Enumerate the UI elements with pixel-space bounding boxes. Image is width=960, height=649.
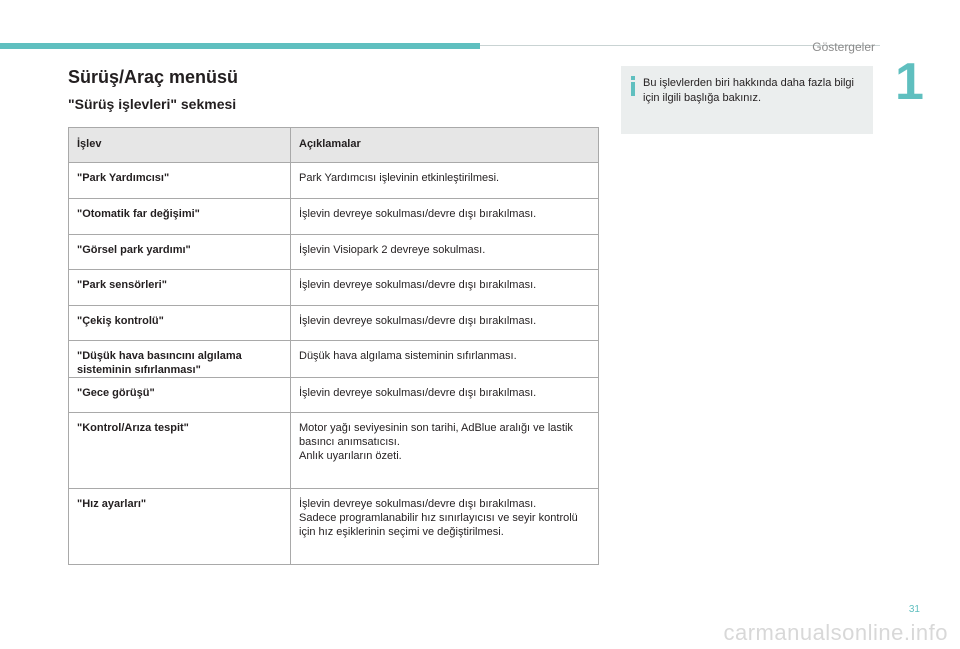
function-name: "Çekiş kontrolü" <box>69 306 291 341</box>
function-description: İşlevin devreye sokulması/devre dışı bırakılması. <box>291 270 599 306</box>
table-row <box>69 306 599 341</box>
function-description: İşlevin Visiopark 2 devreye sokulması. <box>291 235 599 270</box>
section-label: Göstergeler <box>812 40 875 54</box>
table-row <box>69 413 599 489</box>
section-subtitle: "Sürüş işlevleri" sekmesi <box>68 96 237 112</box>
chapter-number: 1 <box>895 53 924 111</box>
header-accent-bar <box>0 43 480 49</box>
function-name: "Otomatik far değişimi" <box>69 199 291 235</box>
table-row <box>69 378 599 413</box>
function-description: Park Yardımcısı işlevinin etkinleştirilmesi. <box>291 163 599 199</box>
function-description: Motor yağı seviyesinin son tarihi, AdBlue aralığı ve lastik basıncı anımsatıcısı. Anlık uyarıların özeti. <box>291 413 599 489</box>
function-name: "Gece görüşü" <box>69 378 291 413</box>
watermark: carmanualsonline.info <box>723 620 948 645</box>
table-row <box>69 163 599 199</box>
functions-table <box>68 127 599 565</box>
function-description: İşlevin devreye sokulması/devre dışı bırakılması. Sadece programlanabilir hız sınırlayıcısı ve seyir kontrolü için hız eşiklerinin seçimi ve değiştirilmesi. <box>291 489 599 565</box>
table-row <box>69 235 599 270</box>
function-name: "Hız ayarları" <box>69 489 291 565</box>
function-description: İşlevin devreye sokulması/devre dışı bırakılması. <box>291 378 599 413</box>
info-text: Bu işlevlerden biri hakkında daha fazla bilgi için ilgili başlığa bakınız. <box>643 77 854 104</box>
page-number: 31 <box>908 604 920 615</box>
function-name: "Görsel park yardımı" <box>69 235 291 270</box>
header-description: Açıklamalar <box>291 128 599 163</box>
info-icon <box>630 76 636 96</box>
table-row <box>69 341 599 378</box>
page-title: Sürüş/Araç menüsü <box>68 67 239 87</box>
function-description: Düşük hava algılama sisteminin sıfırlanması. <box>291 341 599 378</box>
function-name: "Düşük hava basıncını algılama sisteminin sıfırlanması" <box>69 341 291 378</box>
function-name: "Kontrol/Arıza tespit" <box>69 413 291 489</box>
function-description: İşlevin devreye sokulması/devre dışı bırakılması. <box>291 199 599 235</box>
table-row <box>69 270 599 306</box>
header-function: İşlev <box>69 128 291 163</box>
table-header-row <box>69 128 599 163</box>
info-box <box>621 66 873 134</box>
table-row <box>69 489 599 565</box>
table-row <box>69 199 599 235</box>
function-name: "Park Yardımcısı" <box>69 163 291 199</box>
function-name: "Park sensörleri" <box>69 270 291 306</box>
function-description: İşlevin devreye sokulması/devre dışı bırakılması. <box>291 306 599 341</box>
